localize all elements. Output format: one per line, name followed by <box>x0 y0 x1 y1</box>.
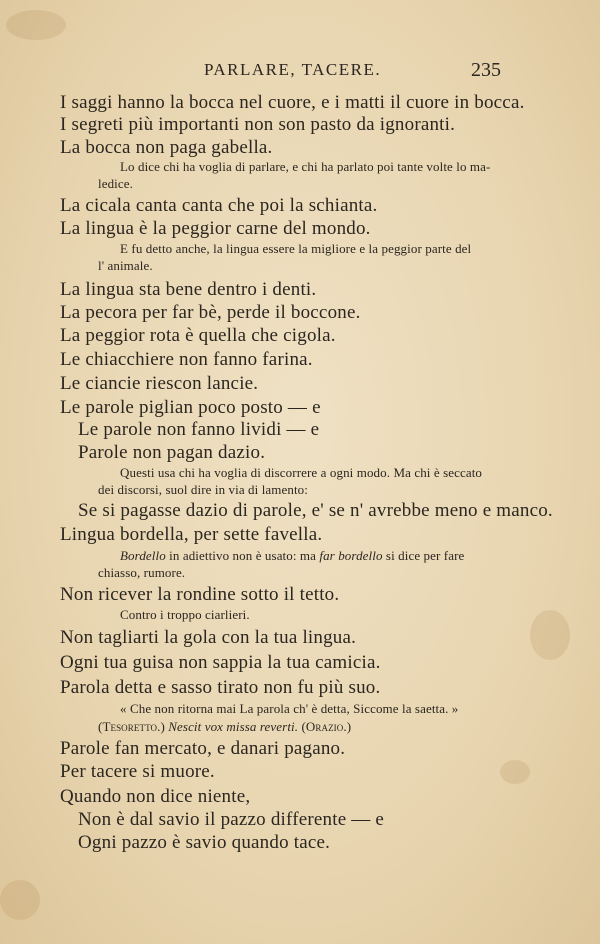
proverb-line: Le ciancie riescon lancie. <box>60 373 259 394</box>
page-header <box>0 60 600 84</box>
commentary-line: Contro i troppo ciarlieri. <box>120 607 250 622</box>
commentary-line <box>98 719 351 735</box>
paper-stain <box>6 10 66 40</box>
commentary-line <box>120 548 464 564</box>
proverb-line: Non tagliarti la gola con la tua lingua. <box>60 627 357 648</box>
proverb-line: Per tacere si muore. <box>60 761 215 782</box>
italic-term: Bordello <box>120 548 166 563</box>
latin-quote: Nescit vox missa reverti. <box>168 719 299 734</box>
commentary-line: dei discorsi, suol dire in via di lamento: <box>98 482 308 497</box>
proverb-line: La cicala canta canta che poi la schianta. <box>60 195 378 216</box>
commentary-line: Questi usa chi ha voglia di discorrere a ogni modo. Ma chi è seccato <box>120 465 483 480</box>
paper-stain <box>500 760 530 784</box>
proverb-line: Parole non pagan dazio. <box>78 442 266 463</box>
proverb-line: Non ricever la rondine sotto il tetto. <box>60 584 340 605</box>
proverb-line: Se si pagasse dazio di parole, e' se n' avrebbe meno e manco. <box>78 500 553 521</box>
commentary-line: E fu detto anche, la lingua essere la migliore e la peggior parte del <box>120 241 472 256</box>
proverb-line: La pecora per far bè, perde il boccone. <box>60 302 361 323</box>
source-name: Tesoretto <box>102 719 158 734</box>
paper-stain <box>0 880 40 920</box>
proverb-line: Le chiacchiere non fanno farina. <box>60 349 313 370</box>
proverb-line: Lingua bordella, per sette favella. <box>60 524 323 545</box>
commentary-text: si dice per fare <box>382 548 465 563</box>
proverb-line: La lingua è la peggior carne del mondo. <box>60 218 371 239</box>
proverb-line: Parole fan mercato, e danari pagano. <box>60 738 346 759</box>
proverb-line: I segreti più importanti non son pasto da ignoranti. <box>60 114 456 135</box>
running-title: PARLARE, TACERE. <box>204 60 382 79</box>
commentary-text: in adiettivo non è usato: ma <box>165 548 320 563</box>
proverb-line: Ogni pazzo è savio quando tace. <box>78 832 331 853</box>
commentary-line: chiasso, rumore. <box>98 565 186 580</box>
proverb-line: Parola detta e sasso tirato non fu più suo. <box>60 677 381 698</box>
proverb-line: Le parole non fanno lividi — e <box>78 419 320 440</box>
commentary-line: ledice. <box>98 176 133 191</box>
proverb-line: Non è dal savio il pazzo differente — e <box>78 809 385 830</box>
commentary-text: .) <box>157 719 169 734</box>
commentary-text: ( <box>298 719 306 734</box>
proverb-line: La peggior rota è quella che cigola. <box>60 325 336 346</box>
source-name: Orazio <box>305 719 344 734</box>
commentary-line: Lo dice chi ha voglia di parlare, e chi ha parlato poi tante volte lo ma- <box>120 159 491 174</box>
page-number: 235 <box>471 59 501 81</box>
proverb-line: Ogni tua guisa non sappia la tua camicia. <box>60 652 381 673</box>
commentary-text: .) <box>343 719 352 734</box>
commentary-line: l' animale. <box>98 258 153 273</box>
commentary-line: « Che non ritorna mai La parola ch' è detta, Siccome la saetta. » <box>120 701 459 716</box>
proverb-line: La lingua sta bene dentro i denti. <box>60 279 317 300</box>
proverb-line: Quando non dice niente, <box>60 786 251 807</box>
paper-stain <box>530 610 570 660</box>
proverb-line: I saggi hanno la bocca nel cuore, e i matti il cuore in bocca. <box>60 92 525 113</box>
italic-term: far bordello <box>319 548 383 563</box>
proverb-line: Le parole piglian poco posto — e <box>60 397 321 418</box>
proverb-line: La bocca non paga gabella. <box>60 137 273 158</box>
commentary-text: ( <box>98 719 103 734</box>
